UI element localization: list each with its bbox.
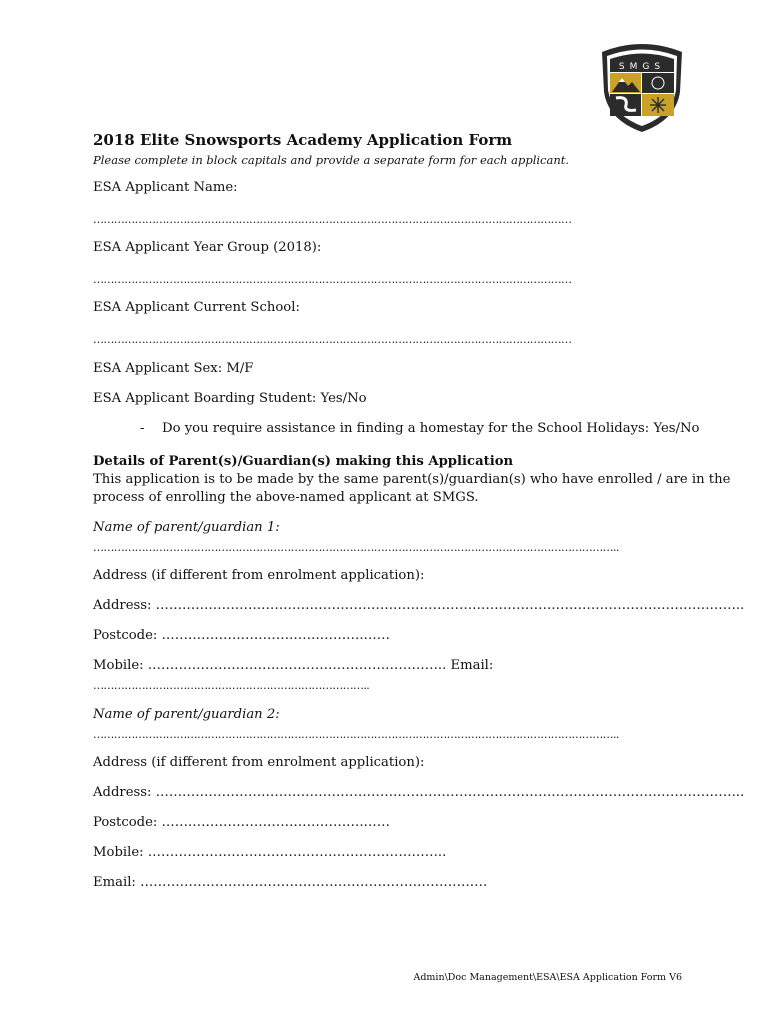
form-subtitle: Please complete in block capitals and provide a separate form for each applicant. bbox=[93, 153, 570, 167]
parent2-name-label: Name of parent/guardian 2: bbox=[93, 707, 280, 722]
current-school-field[interactable]: ………………………………………………………………………………………………………………………… bbox=[93, 333, 572, 346]
parent2-name-field[interactable]: …………………………………………………………………………………………………………………………………….. bbox=[93, 728, 619, 741]
parent1-name-field[interactable]: …………………………………………………………………………………………………………………………………….. bbox=[93, 541, 619, 554]
applicant-name-field[interactable]: ………………………………………………………………………………………………………………………… bbox=[93, 213, 572, 226]
year-group-field[interactable]: ………………………………………………………………………………………………………………………… bbox=[93, 273, 572, 286]
list-bullet: - bbox=[140, 421, 145, 436]
parent1-postcode-field[interactable]: Postcode: ……………………………………….…… bbox=[93, 628, 390, 643]
form-title: 2018 Elite Snowsports Academy Application Form bbox=[93, 131, 513, 149]
parents-intro-line-1: This application is to be made by the same parent(s)/guardian(s) who have enrolled / are in the bbox=[93, 472, 731, 487]
parent2-address-note: Address (if different from enrolment application): bbox=[93, 755, 425, 770]
parent1-address-note: Address (if different from enrolment application): bbox=[93, 568, 425, 583]
parents-intro-line-2: process of enrolling the above-named applicant at SMGS. bbox=[93, 490, 479, 505]
parent2-postcode-field[interactable]: Postcode: ……………………………………….…… bbox=[93, 815, 390, 830]
homestay-question-field[interactable]: Do you require assistance in finding a homestay for the School Holidays: Yes/No bbox=[162, 421, 700, 436]
applicant-sex-field[interactable]: ESA Applicant Sex: M/F bbox=[93, 361, 254, 376]
parents-section-heading: Details of Parent(s)/Guardian(s) making this Application bbox=[93, 454, 514, 469]
parent2-email-field[interactable]: Email: ……………………………………………………………………. bbox=[93, 875, 488, 890]
parent1-mobile-email-field[interactable]: Mobile: ………………………………………………………….. Email: bbox=[93, 658, 494, 673]
applicant-name-label: ESA Applicant Name: bbox=[93, 180, 238, 195]
document-footer-path: Admin\Doc Management\ESA\ESA Application Form V6 bbox=[413, 972, 682, 983]
crest-text: SMGS bbox=[618, 62, 666, 72]
smgs-crest-logo bbox=[596, 42, 688, 134]
parent1-address-field[interactable]: Address: …………………………………………………………………………………………………………………….. bbox=[93, 598, 745, 613]
year-group-label: ESA Applicant Year Group (2018): bbox=[93, 240, 322, 255]
parent1-name-label: Name of parent/guardian 1: bbox=[93, 520, 280, 535]
parent2-address-field[interactable]: Address: …………………………………………………………………………………………………………………….. bbox=[93, 785, 745, 800]
boarding-student-field[interactable]: ESA Applicant Boarding Student: Yes/No bbox=[93, 391, 367, 406]
parent1-email-field[interactable]: …………………………………………………………………….. bbox=[93, 679, 370, 692]
parent2-mobile-field[interactable]: Mobile: ………………………………………………………….. bbox=[93, 845, 447, 860]
current-school-label: ESA Applicant Current School: bbox=[93, 300, 300, 315]
